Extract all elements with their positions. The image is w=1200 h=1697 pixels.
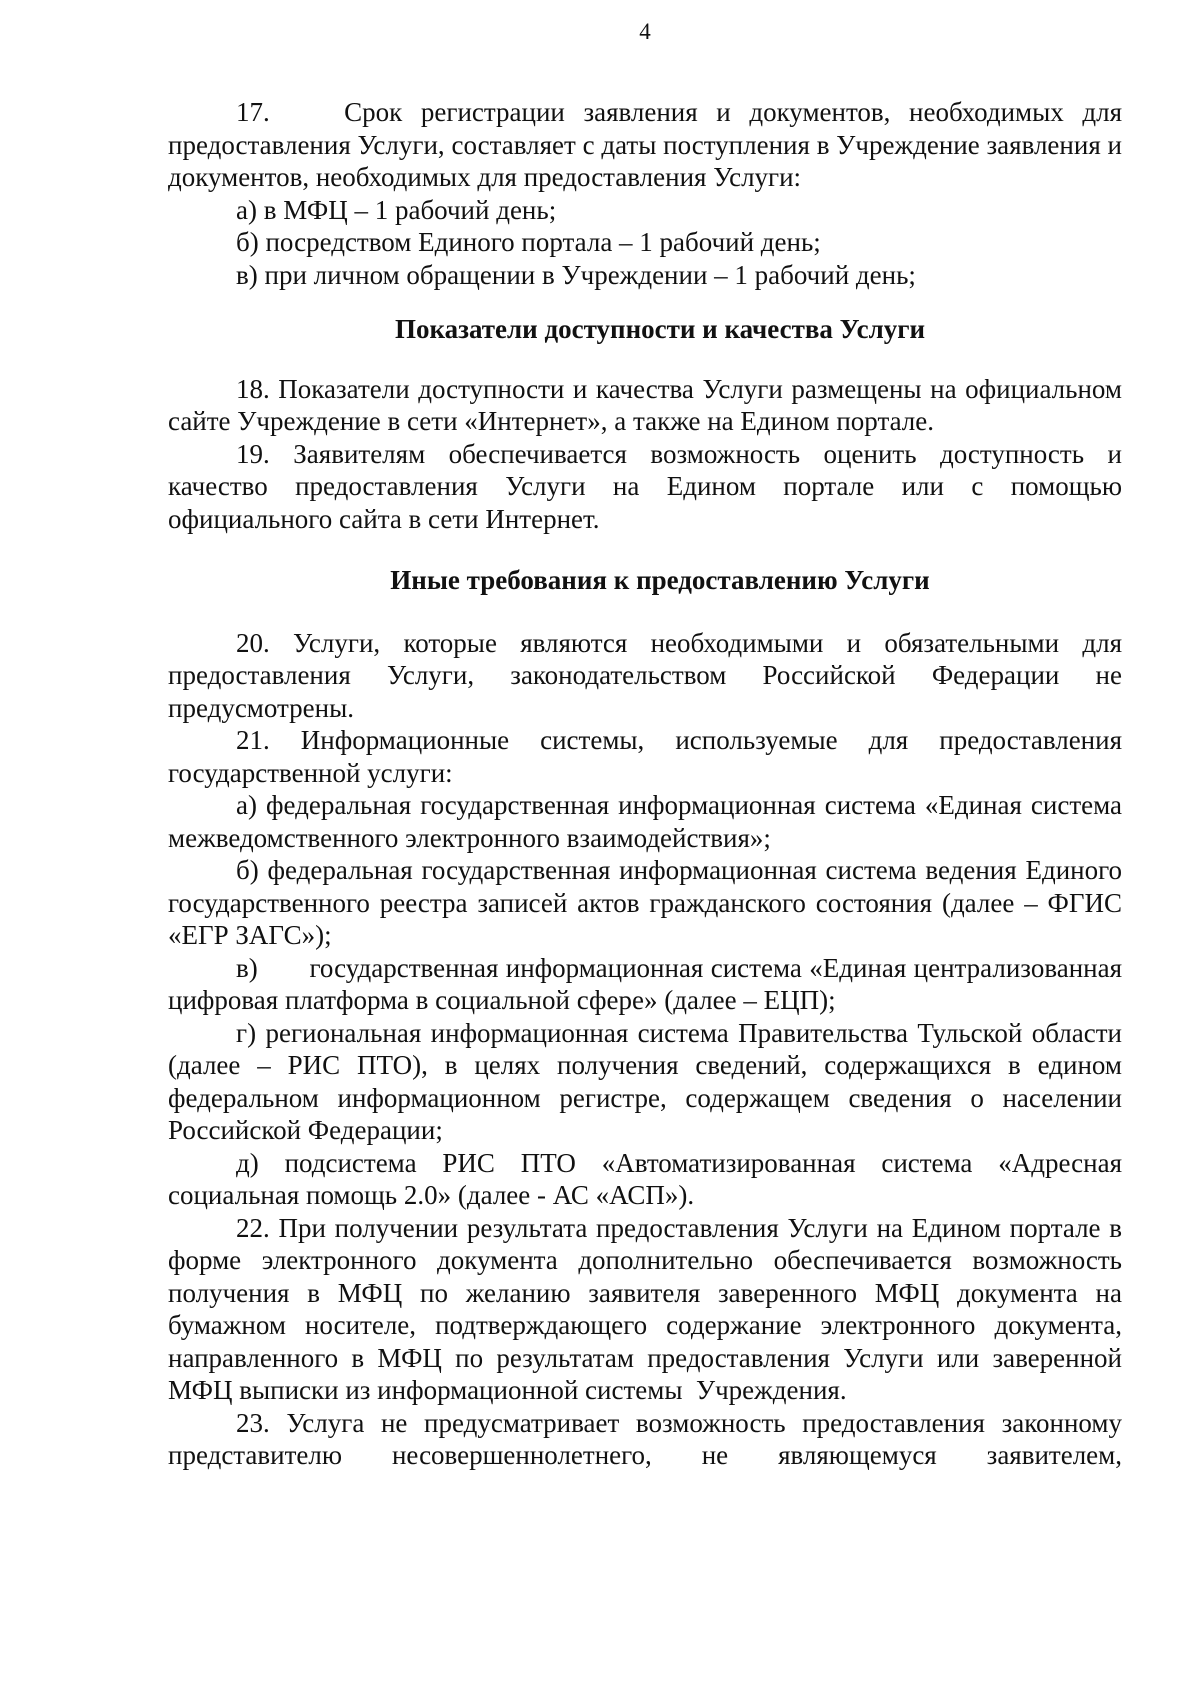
- section-heading-accessibility: Показатели доступности и качества Услуги: [394, 314, 926, 344]
- paragraph-22: 22. При получении результата предоставления Услуги на Едином портале в форме электронного документа дополнительно обеспечивается возможность получения в МФЦ по желанию заявителя заверенного МФЦ документа на бумажном носителе, подтверждающего содержание электронного документа, направленного в МФЦ по результатам предоставления Услуги или заверенной МФЦ выписки из информационной системы Учреждения.: [168, 1212, 1122, 1405]
- paragraph-19: 19. Заявителям обеспечивается возможность оценить доступность и качество предоставления Услуги на Едином портале или с помощью официального сайта в сети Интернет.: [168, 438, 1122, 534]
- list-item: г) региональная информационная система Правительства Тульской области (далее – РИС ПТО), в целях получения сведений, содержащихся в едином федеральном информационном регистре, содержащем сведения о населении Российской Федерации;: [168, 1017, 1122, 1145]
- list-item: а) в МФЦ – 1 рабочий день;: [236, 194, 557, 225]
- list-item: а) федеральная государственная информационная система «Единая система межведомственного электронного взаимодействия»;: [168, 790, 1122, 853]
- document-body: [168, 96, 1122, 1472]
- list-item: б) посредством Единого портала – 1 рабочий день;: [236, 227, 821, 257]
- paragraph-23: 23. Услуга не предусматривает возможность предоставления законному представителю несовершеннолетнего, не являющемуся заявителем,: [168, 1407, 1122, 1470]
- page-number: 4: [639, 19, 651, 44]
- list-item: б) федеральная государственная информационная система ведения Единого государственного реестра записей актов гражданского состояния (далее – ФГИС «ЕГР ЗАГС»);: [168, 855, 1122, 950]
- paragraph-20: 20. Услуги, которые являются необходимыми и обязательными для предоставления Услуги, законодательством Российской Федерации не предусмотрены.: [168, 627, 1122, 723]
- list-item: в) при личном обращении в Учреждении – 1 рабочий день;: [236, 259, 916, 290]
- paragraph-17: 17. Срок регистрации заявления и документов, необходимых для предоставления Услуги, составляет с даты поступления в Учреждение заявления и документов, необходимых для предоставления Услуги:: [168, 97, 1122, 192]
- list-item: д) подсистема РИС ПТО «Автоматизированная система «Адресная социальная помощь 2.0» (далее - АС «АСП»).: [168, 1147, 1122, 1210]
- paragraph-18: 18. Показатели доступности и качества Услуги размещены на официальном сайте Учреждение в сети «Интернет», а также на Едином портале.: [168, 373, 1122, 436]
- section-heading-other-requirements: Иные требования к предоставлению Услуги: [390, 565, 930, 595]
- list-item: в) государственная информационная система «Единая централизованная цифровая платформа в социальной сфере» (далее – ЕЦП);: [168, 952, 1122, 1015]
- paragraph-21: 21. Информационные системы, используемые для предоставления государственной услуги:: [168, 725, 1122, 788]
